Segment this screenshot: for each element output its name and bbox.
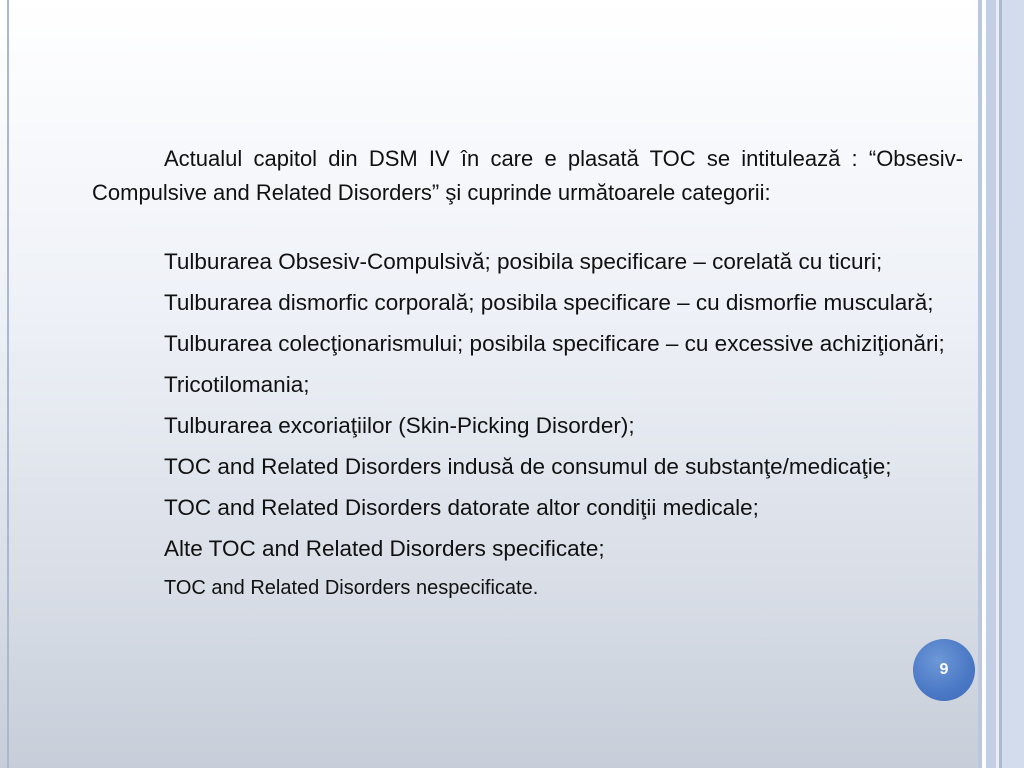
page-number: 9 xyxy=(939,661,949,678)
right-decorative-bars xyxy=(978,0,1024,768)
list-item: TOC and Related Disorders indusă de consumul de substanţe/medicaţie; xyxy=(164,454,892,479)
left-border-line xyxy=(7,0,9,768)
list-item: TOC and Related Disorders nespecificate. xyxy=(164,577,539,599)
intro-paragraph: Actualul capitol din DSM IV în care e plasată TOC se intitulează : “Obsesiv-Compulsive and Related Disorders” şi cuprinde următoarele categorii: xyxy=(92,146,963,205)
list-item: Tulburarea excoriaţiilor (Skin-Picking Disorder); xyxy=(164,413,635,438)
list-item: Tricotilomania; xyxy=(164,372,310,397)
list-item: Tulburarea Obsesiv-Compulsivă; posibila specificare – corelată cu ticuri; xyxy=(164,249,883,274)
slide-body xyxy=(92,142,963,610)
list-item: Alte TOC and Related Disorders specificate; xyxy=(164,536,605,561)
list-item: TOC and Related Disorders datorate altor condiţii medicale; xyxy=(164,495,759,520)
list-item: Tulburarea colecţionarismului; posibila specificare – cu excessive achiziţionări; xyxy=(164,331,945,356)
page-number-badge xyxy=(913,639,975,701)
list-item: Tulburarea dismorfic corporală; posibila specificare – cu dismorfie musculară; xyxy=(164,290,934,315)
